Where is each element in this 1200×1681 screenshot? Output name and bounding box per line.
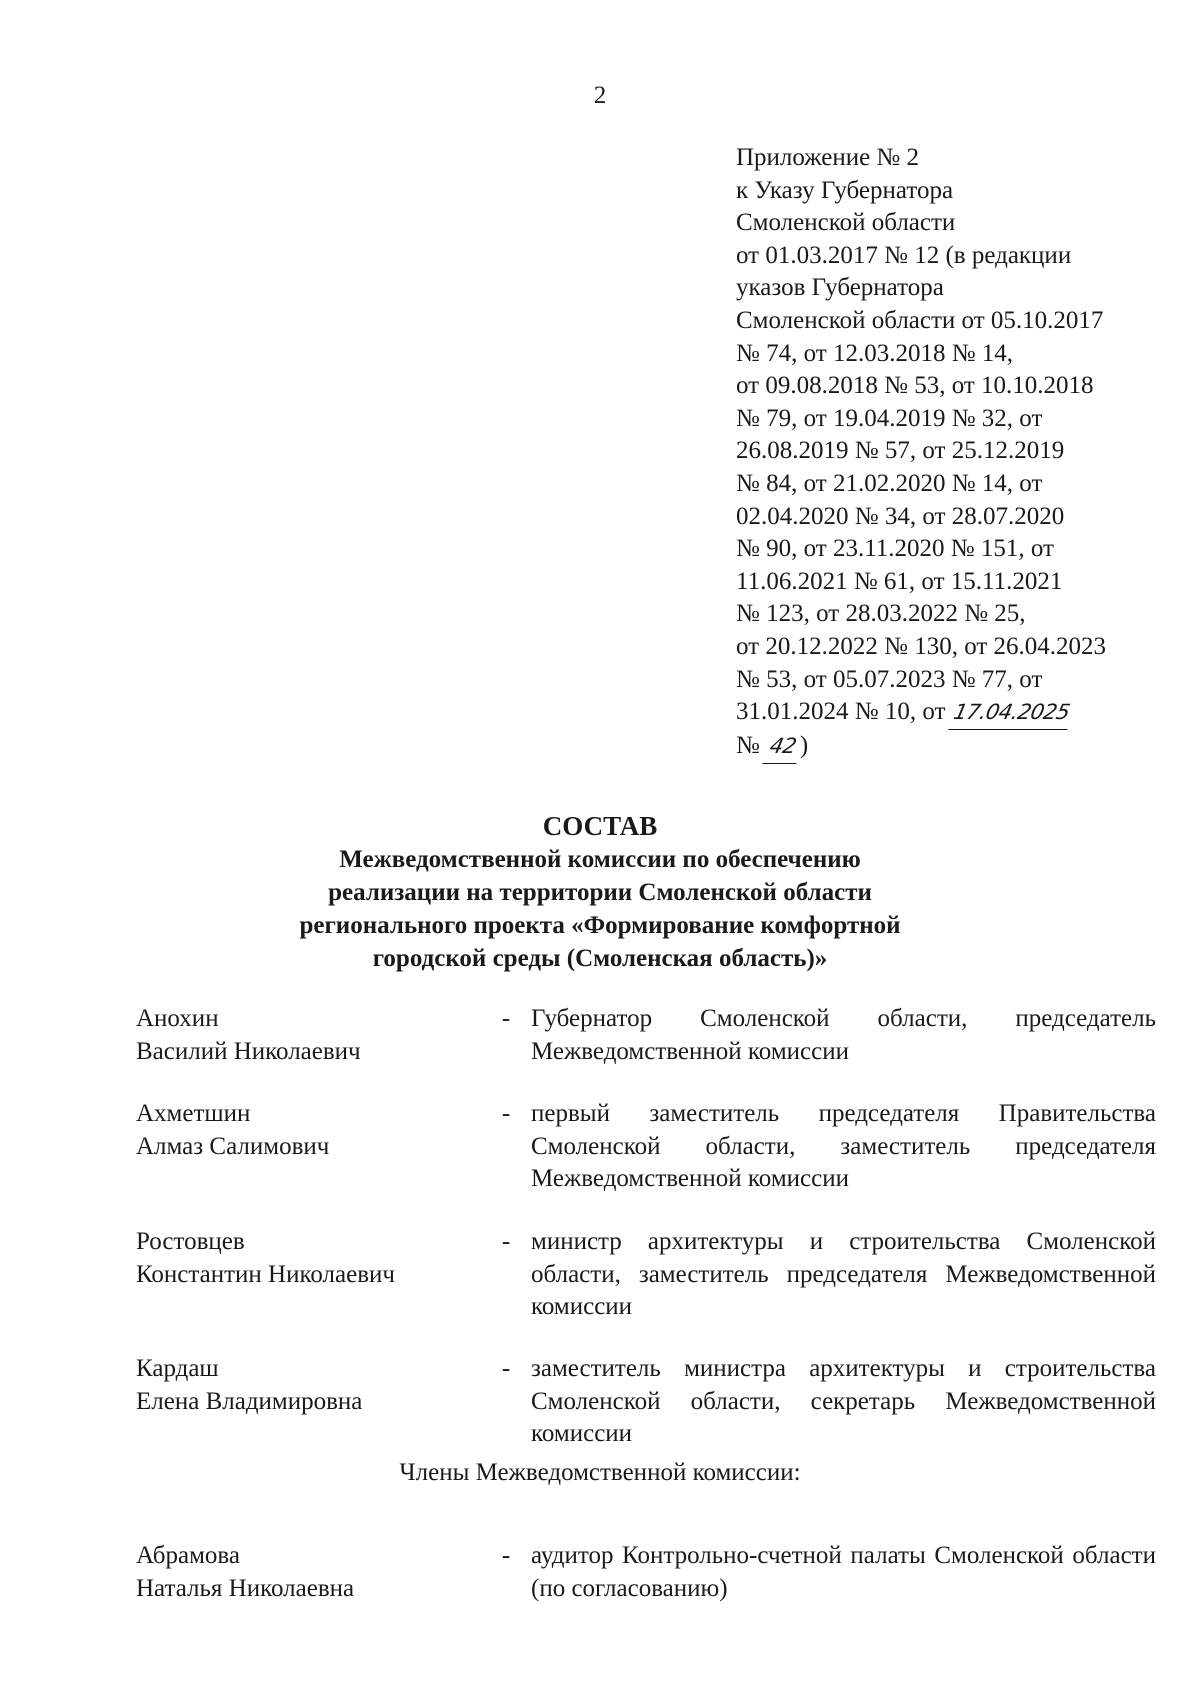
- appendix-line: № 84, от 21.02.2020 № 14, от: [736, 469, 1043, 497]
- page-number: 2: [593, 82, 607, 109]
- title-line: городской среды (Смоленская область)»: [372, 945, 828, 972]
- appendix-line: № 74, от 12.03.2018 № 14,: [736, 339, 1014, 367]
- member-given-name: Наталья Николаевна: [136, 1574, 355, 1602]
- appendix-line-date: [736, 696, 1176, 730]
- appendix-line: от 09.08.2018 № 53, от 10.10.2018: [736, 372, 1094, 400]
- appendix-line: 02.04.2020 № 34, от 28.07.2020: [736, 502, 1065, 530]
- handwritten-number: 42: [763, 730, 804, 764]
- member-dash: -: [501, 1005, 511, 1032]
- appendix-line: № 53, от 05.07.2023 № 77, от: [736, 665, 1043, 693]
- appendix-line: 11.06.2021 № 61, от 15.11.2021: [736, 567, 1063, 595]
- appendix-header: [736, 142, 1176, 763]
- appendix-line-prefix: 31.01.2024 № 10, от: [736, 698, 952, 726]
- title-main: СОСТАВ: [542, 811, 658, 841]
- member-dash: -: [501, 1355, 511, 1382]
- member-given-name: Елена Владимировна: [136, 1387, 363, 1415]
- member-role: аудитор Контрольно-счетной палаты Смоленской области (по согласованию): [531, 1542, 1156, 1602]
- member-role: заместитель министра архитектуры и строительства Смоленской области, секретарь Межведомственной комиссии: [531, 1355, 1156, 1448]
- appendix-line: Смоленской области от 05.10.2017: [736, 306, 1104, 334]
- member-dash: -: [501, 1228, 511, 1255]
- appendix-line: указов Губернатора: [736, 274, 944, 302]
- member-surname: Ростовцев: [136, 1228, 245, 1255]
- member-surname: Абрамова: [136, 1542, 240, 1569]
- member-role: Губернатор Смоленской области, председатель Межведомственной комиссии: [531, 1005, 1156, 1065]
- member-given-name: Алмаз Салимович: [136, 1132, 330, 1160]
- member-dash: -: [501, 1100, 511, 1127]
- appendix-line: от 20.12.2022 № 130, от 26.04.2023: [736, 632, 1107, 660]
- member-given-name: Василий Николаевич: [136, 1037, 361, 1065]
- appendix-line: Смоленской области: [736, 209, 956, 237]
- appendix-line: № 123, от 28.03.2022 № 25,: [736, 600, 1026, 628]
- appendix-line: от 01.03.2017 № 12 (в редакции: [736, 241, 1072, 269]
- title-line: реализации на территории Смоленской области: [328, 879, 872, 906]
- member-role: министр архитектуры и строительства Смоленской области, заместитель председателя Межведомственной комиссии: [531, 1228, 1156, 1321]
- appendix-line: к Указу Губернатора: [736, 176, 954, 204]
- member-name: [136, 1098, 486, 1163]
- document-title: [0, 810, 1200, 975]
- appendix-number-suffix: ): [799, 731, 809, 759]
- member-name: [136, 1540, 486, 1605]
- member-name: [136, 1003, 486, 1068]
- appendix-line: № 90, от 23.11.2020 № 151, от: [736, 535, 1054, 563]
- members-section-label: Члены Межведомственной комиссии:: [399, 1459, 801, 1486]
- member-name: [136, 1226, 486, 1291]
- member-surname: Кардаш: [136, 1355, 219, 1382]
- member-name: [136, 1353, 486, 1418]
- appendix-line: Приложение № 2: [736, 144, 920, 171]
- title-line: регионального проекта «Формирование комфортной: [299, 912, 901, 939]
- appendix-line-number: [736, 730, 1176, 764]
- member-dash: -: [501, 1542, 511, 1569]
- member-surname: Анохин: [136, 1005, 219, 1032]
- member-surname: Ахметшин: [136, 1100, 251, 1127]
- title-line: Межведомственной комиссии по обеспечению: [339, 846, 861, 873]
- handwritten-date: 17.04.2025: [948, 696, 1074, 730]
- appendix-line: № 79, от 19.04.2019 № 32, от: [736, 404, 1043, 432]
- member-given-name: Константин Николаевич: [136, 1260, 395, 1288]
- appendix-number-prefix: №: [736, 731, 767, 759]
- appendix-line: 26.08.2019 № 57, от 25.12.2019: [736, 437, 1065, 465]
- member-role: первый заместитель председателя Правительства Смоленской области, заместитель председателя Межведомственной комиссии: [531, 1100, 1156, 1193]
